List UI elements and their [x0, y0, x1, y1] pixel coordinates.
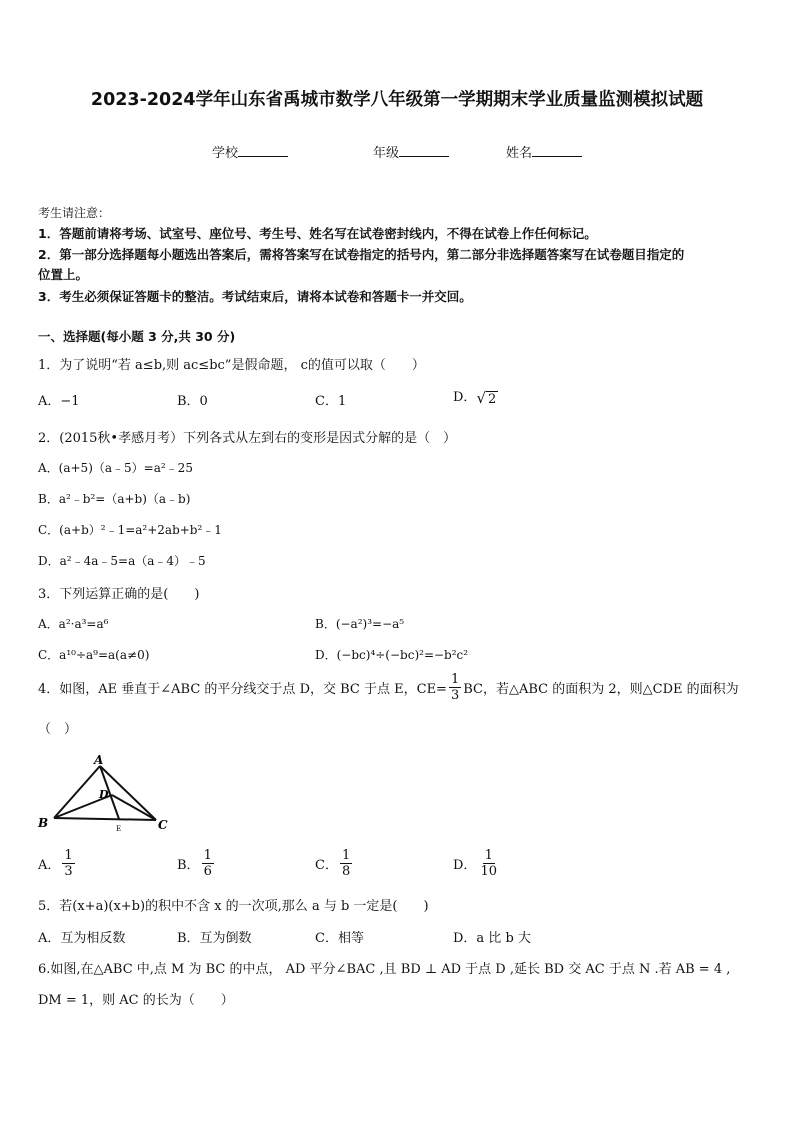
q2-option-d[interactable]: D．a²﹣4a﹣5=a（a﹣4）﹣5 [38, 554, 206, 568]
q5-option-c[interactable]: C．相等 [315, 931, 364, 946]
grade-blank[interactable] [399, 144, 449, 157]
q6-stem-line2: DM = 1，则 AC 的长为（ ） [38, 993, 234, 1008]
q4-stem-fraction [449, 672, 461, 703]
triangle-figure [32, 752, 182, 837]
page-title: 2023-2024学年山东省禹城市数学八年级第一学期期末学业质量监测模拟试题 [90, 90, 704, 110]
notice-item-2-cont: 位置上。 [38, 267, 89, 282]
q2-option-c[interactable]: C．(a+b）²﹣1=a²+2ab+b²﹣1 [38, 523, 222, 537]
q4-stem-frac-den: 3 [450, 688, 460, 703]
q4-option-d-label: D． [453, 858, 477, 873]
q6-stem-line1: 6.如图,在△ABC 中,点 M 为 BC 的中点， AD 平分∠BAC ,且 BD ⊥ AD 于点 D ,延长 BD 交 AC 于点 N .若 AB = 4 , [38, 962, 731, 977]
q4-option-d-fraction [478, 848, 499, 879]
q3-option-b[interactable]: B．(−a²)³=−a⁵ [315, 617, 405, 631]
frac-num: 1 [341, 848, 351, 863]
frac-den: 3 [64, 864, 73, 879]
notice-item-1: 1．答题前请将考场、试室号、座位号、考生号、姓名写在试卷密封线内，不得在试卷上作任何标记。 [38, 226, 597, 241]
name-label: 姓名 [506, 146, 533, 161]
q5-stem: 5．若(x+a)(x+b)的积中不含 x 的一次项,那么 a 与 b 一定是( ) [38, 899, 429, 914]
frac-den: 10 [480, 864, 497, 879]
q1-option-b[interactable]: B．0 [177, 394, 208, 409]
q4-option-a-fraction [62, 848, 74, 879]
q3-stem: 3．下列运算正确的是( ) [38, 587, 200, 602]
q4-stem [38, 672, 739, 703]
name-blank[interactable] [532, 144, 582, 157]
name-field[interactable] [506, 142, 582, 161]
notice-item-3: 3．考生必须保证答题卡的整洁。考试结束后，请将本试卷和答题卡一并交回。 [38, 289, 472, 304]
q5-option-a[interactable]: A．互为相反数 [38, 931, 126, 946]
q2-stem: 2．(2015秋•孝感月考）下列各式从左到右的变形是因式分解的是（ ） [38, 431, 457, 446]
q4-stem-pre: 4．如图，AE 垂直于∠ABC 的平分线交于点 D，交 BC 于点 E，CE= [38, 682, 447, 697]
q4-paren: （ ） [38, 722, 78, 737]
q1-radicand: 2 [488, 391, 497, 407]
q5-option-d[interactable]: D．a 比 b 大 [453, 931, 531, 946]
school-field[interactable] [212, 142, 288, 161]
q4-option-c-fraction [340, 848, 352, 879]
q1-option-d-label: D． [453, 390, 477, 405]
frac-den: 8 [341, 864, 351, 879]
q3-option-a[interactable]: A．a²·a³=a⁶ [38, 617, 109, 631]
grade-field[interactable] [373, 142, 449, 161]
vertex-c-label: C [158, 818, 168, 832]
notice-heading: 考生请注意： [38, 206, 111, 220]
q4-option-d[interactable] [453, 848, 501, 879]
q1-option-d[interactable] [453, 386, 498, 407]
frac-num: 1 [203, 848, 212, 863]
section-heading: 一、选择题(每小题 3 分,共 30 分) [38, 329, 236, 344]
q3-option-d[interactable]: D．(−bc)⁴÷(−bc)²=−b²c² [315, 648, 469, 662]
q4-option-b-fraction [202, 848, 214, 879]
frac-num: 1 [484, 848, 493, 863]
q4-option-a[interactable] [38, 848, 77, 879]
q2-option-a[interactable]: A．(a+5)（a﹣5）=a²﹣25 [38, 461, 193, 475]
grade-label: 年级 [373, 146, 400, 161]
q4-stem-frac-num: 1 [450, 672, 460, 687]
notice-item-2: 2．第一部分选择题每小题选出答案后，需将答案写在试卷指定的括号内，第二部分非选择题答案写在试卷题目指定的 [38, 247, 685, 262]
frac-num: 1 [64, 848, 73, 863]
school-blank[interactable] [238, 144, 288, 157]
point-d-label: D [99, 788, 109, 801]
vertex-a-label: A [94, 753, 104, 767]
q4-option-a-label: A． [38, 858, 61, 873]
point-e-label: E [116, 825, 122, 833]
sqrt-symbol: √ 2 [476, 388, 497, 407]
vertex-b-label: B [38, 816, 49, 830]
frac-den: 6 [203, 864, 212, 879]
school-label: 学校 [212, 146, 239, 161]
q4-option-c[interactable] [315, 848, 354, 879]
q1-stem: 1．为了说明“若 a≤b,则 ac≤bc”是假命题， c的值可以取（ ） [38, 358, 425, 373]
q1-option-a[interactable]: A．−1 [38, 394, 80, 409]
q4-option-b-label: B． [177, 858, 200, 873]
q2-option-b[interactable]: B．a²﹣b²=（a+b)（a﹣b) [38, 492, 191, 506]
q5-option-b[interactable]: B．互为倒数 [177, 931, 252, 946]
q4-stem-post: BC，若△ABC 的面积为 2，则△CDE 的面积为 [463, 682, 739, 697]
q3-option-c[interactable]: C．a¹⁰÷a⁹=a(a≠0) [38, 648, 150, 662]
q4-option-b[interactable] [177, 848, 216, 879]
q4-option-c-label: C． [315, 858, 338, 873]
q1-option-c[interactable]: C．1 [315, 394, 347, 409]
